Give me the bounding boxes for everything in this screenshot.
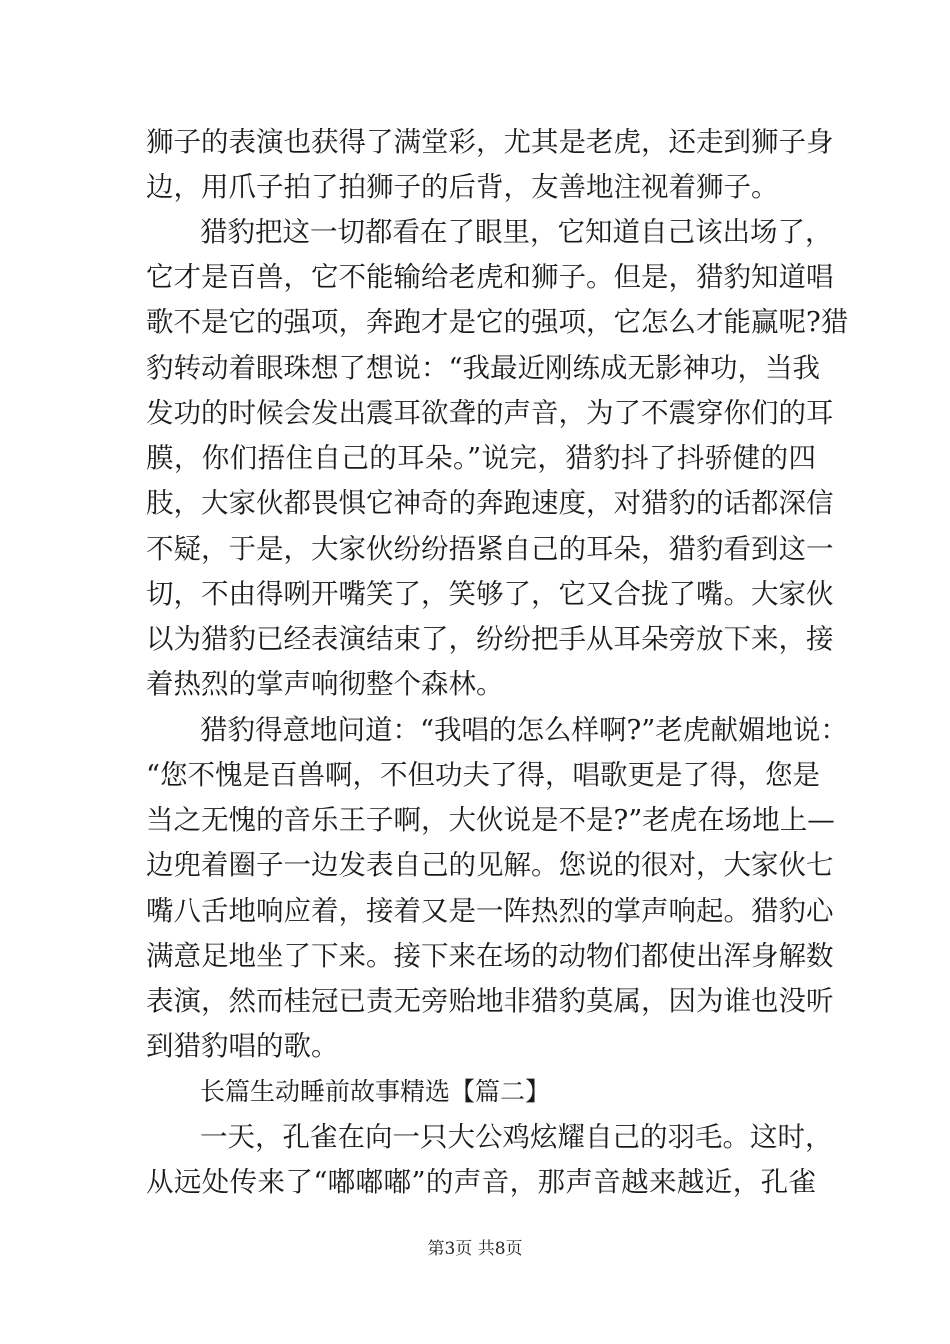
text-line: 肢，大家伙都畏惧它神奇的奔跑速度，对猎豹的话都深信 <box>146 487 834 519</box>
text-line: 发功的时候会发出震耳欲聋的声音，为了不震穿你们的耳 <box>146 397 834 429</box>
text-line: 豹转动着眼珠想了想说：“我最近刚练成无影神功，当我 <box>146 352 821 384</box>
page-number-footer: 第3页 共8页 <box>427 1239 523 1259</box>
text-line: 以为猎豹已经表演结束了，纷纷把手从耳朵旁放下来，接 <box>146 623 834 655</box>
text-line: 到猎豹唱的歌。 <box>146 1030 339 1062</box>
section-heading: 长篇生动睡前故事精选【篇二】 <box>200 1077 551 1106</box>
text-line: 从远处传来了“嘟嘟嘟”的声音，那声音越来越近，孔雀 <box>146 1166 816 1198</box>
text-line: 满意足地坐了下来。接下来在场的动物们都使出浑身解数 <box>146 940 834 972</box>
text-line: “您不愧是百兽啊，不但功夫了得，唱歌更是了得，您是 <box>146 759 821 791</box>
text-line: 歌不是它的强项，奔跑才是它的强项，它怎么才能赢呢?猎 <box>146 306 849 338</box>
text-line: 嘴八舌地响应着，接着又是一阵热烈的掌声响起。猎豹心 <box>146 895 834 927</box>
text-line: 不疑，于是，大家伙纷纷捂紧自己的耳朵，猎豹看到这一 <box>146 533 834 565</box>
text-line: 切，不由得咧开嘴笑了，笑够了，它又合拢了嘴。大家伙 <box>146 578 834 610</box>
text-line: 它才是百兽，它不能输给老虎和狮子。但是，猎豹知道唱 <box>146 261 834 293</box>
text-line: 猎豹把这一切都看在了眼里，它知道自己该出场了， <box>200 216 833 248</box>
text-line: 当之无愧的音乐王子啊，大伙说是不是?”老虎在场地上— <box>146 804 835 836</box>
text-line: 狮子的表演也获得了满堂彩，尤其是老虎，还走到狮子身 <box>146 126 834 158</box>
text-line: 表演，然而桂冠已责无旁贻地非猎豹莫属，因为谁也没听 <box>146 985 834 1017</box>
text-line: 猎豹得意地问道：“我唱的怎么样啊?”老虎献媚地说： <box>200 714 848 746</box>
text-line: 膜，你们捂住自己的耳朵。”说完，猎豹抖了抖骄健的四 <box>146 442 816 474</box>
text-line: 边兜着圈子一边发表自己的见解。您说的很对，大家伙七 <box>146 849 834 881</box>
text-line: 边，用爪子拍了拍狮子的后背，友善地注视着狮子。 <box>146 171 779 203</box>
text-line: 着热烈的掌声响彻整个森林。 <box>146 668 504 700</box>
text-line: 一天，孔雀在向一只大公鸡炫耀自己的羽毛。这时， <box>200 1121 833 1153</box>
